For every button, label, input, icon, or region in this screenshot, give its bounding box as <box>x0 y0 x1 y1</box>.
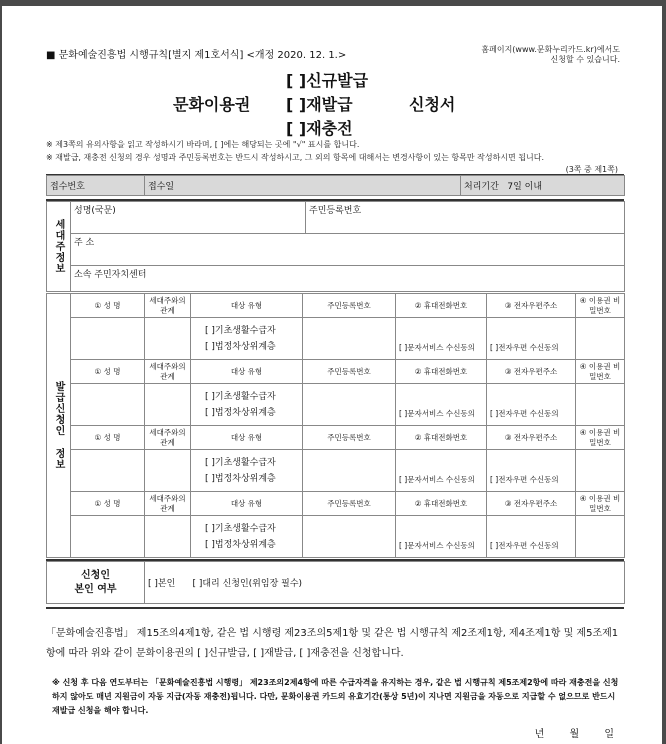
household-address-label: 주 소 <box>74 238 95 248</box>
applicant-name-header <box>71 360 145 384</box>
applicant-password-header-text: ④ 이용권 비밀번호 <box>579 295 621 315</box>
applicant-rrn-field[interactable] <box>303 516 396 558</box>
applicant-relation-field[interactable] <box>145 318 191 360</box>
website-note <box>481 45 620 65</box>
household-name-label: 성명(국문) <box>74 206 116 216</box>
applicant-rrn-header-text: 주민등록번호 <box>327 432 371 442</box>
self-option-self[interactable]: [ ]본인 <box>148 579 176 589</box>
applicant-relation-header-text: 세대주와의 관계 <box>149 295 186 315</box>
applicant-relation-header <box>145 294 191 318</box>
applicant-relation-field[interactable] <box>145 384 191 426</box>
applicant-relation-header <box>145 360 191 384</box>
applicant-relation-header-text: 세대주와의 관계 <box>149 427 186 447</box>
applicant-password-field[interactable] <box>576 516 625 558</box>
applicant-type-header-text: 대상 유형 <box>230 300 263 310</box>
sms-consent-checkbox[interactable]: [ ]문자서비스 수신동의 <box>399 409 475 418</box>
receipt-date-label: 접수일 <box>145 176 461 196</box>
applicant-rrn-header-text: 주민등록번호 <box>327 300 371 310</box>
email-consent-checkbox[interactable]: [ ]전자우편 수신동의 <box>490 475 559 484</box>
household-name-field[interactable] <box>71 202 306 234</box>
household-table <box>46 201 625 292</box>
receipt-table <box>46 175 625 196</box>
form-reference: ■ 문화예술진흥법 시행규칙[별지 제1호서식] <개정 2020. 12. 1.> <box>46 50 347 61</box>
type-option-basic[interactable]: [ ]기초생활수급자 <box>205 523 276 534</box>
sms-consent-checkbox[interactable]: [ ]문자서비스 수신동의 <box>399 343 475 352</box>
type-option-near-poverty[interactable]: [ ]법정차상위계층 <box>205 341 276 352</box>
applicant-password-field[interactable] <box>576 318 625 360</box>
processing-period-value: 7일 이내 <box>507 182 543 192</box>
applicant-password-header-text: ④ 이용권 비밀번호 <box>579 493 621 513</box>
applicant-relation-header-text: 세대주와의 관계 <box>149 361 186 381</box>
applicant-password-field[interactable] <box>576 384 625 426</box>
applicant-relation-field[interactable] <box>145 516 191 558</box>
applicant-type-header-text: 대상 유형 <box>230 432 263 442</box>
form-title-suffix: 신청서 <box>409 95 456 114</box>
applicant-email-header-text: ③ 전자우편주소 <box>504 432 558 442</box>
processing-period-label: 처리기간 <box>464 182 499 192</box>
applicant-name-header-text: ① 성 명 <box>94 366 121 376</box>
website-note-line-2: 신청할 수 있습니다. <box>550 55 620 64</box>
household-rrn-label: 주민등록번호 <box>309 206 362 216</box>
self-option-proxy[interactable]: [ ]대리 신청인(위임장 필수) <box>192 579 303 589</box>
applicant-password-header <box>576 360 625 384</box>
email-consent-checkbox[interactable]: [ ]전자우편 수신동의 <box>490 541 559 550</box>
applicant-table <box>46 293 625 558</box>
applicant-password-header <box>576 492 625 516</box>
applicant-phone-header <box>396 294 487 318</box>
applicant-email-header <box>487 492 576 516</box>
applicant-section-label: 발급신청인 정보 <box>47 294 71 558</box>
applicant-type-header <box>191 426 303 450</box>
applicant-rrn-header-text: 주민등록번호 <box>327 498 371 508</box>
self-check-options <box>145 562 625 604</box>
applicant-relation-header <box>145 492 191 516</box>
applicant-name-header <box>71 294 145 318</box>
applicant-phone-header-text: ② 휴대전화번호 <box>414 366 468 376</box>
bottom-rule <box>46 607 624 609</box>
type-option-near-poverty[interactable]: [ ]법정차상위계층 <box>205 539 276 550</box>
applicant-rrn-header-text: 주민등록번호 <box>327 366 371 376</box>
applicant-type-header-text: 대상 유형 <box>230 498 263 508</box>
applicant-email-field <box>487 318 576 360</box>
applicant-email-field <box>487 516 576 558</box>
applicant-email-field <box>487 384 576 426</box>
applicant-rrn-field[interactable] <box>303 384 396 426</box>
email-consent-checkbox[interactable]: [ ]전자우편 수신동의 <box>490 343 559 352</box>
applicant-phone-header-text: ② 휴대전화번호 <box>414 300 468 310</box>
applicant-type-field <box>191 450 303 492</box>
applicant-rrn-header <box>303 426 396 450</box>
applicant-email-header-text: ③ 전자우편주소 <box>504 300 558 310</box>
applicant-rrn-header <box>303 294 396 318</box>
declaration-text: 「문화예술진흥법」 제15조의4제1항, 같은 법 시행령 제23조의5제1항 및 같은 법 시행규칙 제2조제1항, 제4조제1항 및 제5조제1항에 따라 위와 같이 문화이용권의 [ ]신규발급, [ ]재발급, [ ]재충전을 신청합니다. <box>46 628 619 659</box>
applicant-phone-header <box>396 492 487 516</box>
applicant-type-field <box>191 516 303 558</box>
date-line[interactable]: 년 월 일 <box>534 729 614 740</box>
applicant-name-header <box>71 492 145 516</box>
email-consent-checkbox[interactable]: [ ]전자우편 수신동의 <box>490 409 559 418</box>
applicant-name-header-text: ① 성 명 <box>94 300 121 310</box>
type-option-basic[interactable]: [ ]기초생활수급자 <box>205 457 276 468</box>
auto-recharge-notice: ※ 신청 후 다음 연도부터는 「문화예술진흥법 시행령」 제23조의2제4항에 따른 수급자격을 유지하는 경우, 같은 법 시행규칙 제5조제2항에 따라 재충전을 신청하지 않아도 매년 지원금이 자동 지급(자동 재충전)됩니다. 다만, 문화이용권 카드의 유효기간(통상 5년)이 지나면 지원금을 자동으로 지급할 수 없으므로 반드시 재발급 신청을 해야 합니다. <box>52 678 619 715</box>
title-option-recharge[interactable]: [ ]재충전 <box>286 119 353 138</box>
applicant-relation-header-text: 세대주와의 관계 <box>149 493 186 513</box>
applicant-name-header-text: ① 성 명 <box>94 498 121 508</box>
applicant-email-header-text: ③ 전자우편주소 <box>504 498 558 508</box>
household-address-field[interactable] <box>71 234 625 266</box>
applicant-phone-field <box>396 516 487 558</box>
applicant-name-field[interactable] <box>71 318 145 360</box>
self-check-label-1: 신청인 <box>81 569 110 581</box>
form-page <box>2 6 662 744</box>
applicant-phone-field <box>396 318 487 360</box>
instruction-note-2: ※ 재발급, 재충전 신청의 경우 성명과 주민등록번호는 반드시 작성하시고, 그 외의 항목에 대해서는 변경사항이 있는 항목만 작성하시면 됩니다. <box>46 153 545 162</box>
household-rrn-field[interactable] <box>306 202 625 234</box>
self-check-label <box>47 562 145 604</box>
receipt-number-label: 접수번호 <box>47 176 145 196</box>
applicant-email-header <box>487 294 576 318</box>
applicant-type-header-text: 대상 유형 <box>230 366 263 376</box>
applicant-type-header <box>191 294 303 318</box>
household-center-label: 소속 주민자치센터 <box>74 270 147 280</box>
sms-consent-checkbox[interactable]: [ ]문자서비스 수신동의 <box>399 541 475 550</box>
household-section-label: 세대주정보 <box>47 202 71 292</box>
self-check-label-2: 본인 여부 <box>74 583 117 595</box>
applicant-phone-header-text: ② 휴대전화번호 <box>414 498 468 508</box>
applicant-password-header-text: ④ 이용권 비밀번호 <box>579 427 621 447</box>
applicant-email-header <box>487 360 576 384</box>
applicant-email-header <box>487 426 576 450</box>
applicant-rrn-header <box>303 492 396 516</box>
applicant-rrn-field[interactable] <box>303 318 396 360</box>
household-center-field[interactable] <box>71 266 625 292</box>
applicant-type-field <box>191 384 303 426</box>
applicant-phone-field <box>396 384 487 426</box>
type-option-basic[interactable]: [ ]기초생활수급자 <box>205 325 276 336</box>
applicant-name-field[interactable] <box>71 384 145 426</box>
website-note-line-1: 홈페이지(www.문화누리카드.kr)에서도 <box>481 45 620 54</box>
applicant-name-field[interactable] <box>71 516 145 558</box>
applicant-phone-header-text: ② 휴대전화번호 <box>414 432 468 442</box>
applicant-type-field <box>191 318 303 360</box>
processing-period <box>461 176 625 196</box>
applicant-password-field[interactable] <box>576 450 625 492</box>
applicant-email-field <box>487 450 576 492</box>
applicant-name-field[interactable] <box>71 450 145 492</box>
type-option-basic[interactable]: [ ]기초생활수급자 <box>205 391 276 402</box>
type-option-near-poverty[interactable]: [ ]법정차상위계층 <box>205 473 276 484</box>
applicant-relation-field[interactable] <box>145 450 191 492</box>
sms-consent-checkbox[interactable]: [ ]문자서비스 수신동의 <box>399 475 475 484</box>
applicant-type-header <box>191 492 303 516</box>
applicant-password-header <box>576 426 625 450</box>
applicant-type-header <box>191 360 303 384</box>
page-indicator: (3쪽 중 제1쪽) <box>565 165 618 174</box>
applicant-phone-header <box>396 426 487 450</box>
applicant-name-header <box>71 426 145 450</box>
self-table <box>46 561 625 604</box>
applicant-phone-header <box>396 360 487 384</box>
applicant-password-header <box>576 294 625 318</box>
type-option-near-poverty[interactable]: [ ]법정차상위계층 <box>205 407 276 418</box>
instruction-note-1: ※ 제3쪽의 유의사항을 읽고 작성하시기 바라며, [ ]에는 해당되는 곳에 "√" 표시를 합니다. <box>46 140 360 149</box>
applicant-rrn-field[interactable] <box>303 450 396 492</box>
title-option-reissue[interactable]: [ ]재발급 <box>286 95 353 114</box>
form-title: 문화이용권 <box>173 95 251 114</box>
applicant-rrn-header <box>303 360 396 384</box>
applicant-phone-field <box>396 450 487 492</box>
applicant-relation-header <box>145 426 191 450</box>
applicant-email-header-text: ③ 전자우편주소 <box>504 366 558 376</box>
applicant-password-header-text: ④ 이용권 비밀번호 <box>579 361 621 381</box>
applicant-name-header-text: ① 성 명 <box>94 432 121 442</box>
title-option-new[interactable]: [ ]신규발급 <box>286 71 369 90</box>
